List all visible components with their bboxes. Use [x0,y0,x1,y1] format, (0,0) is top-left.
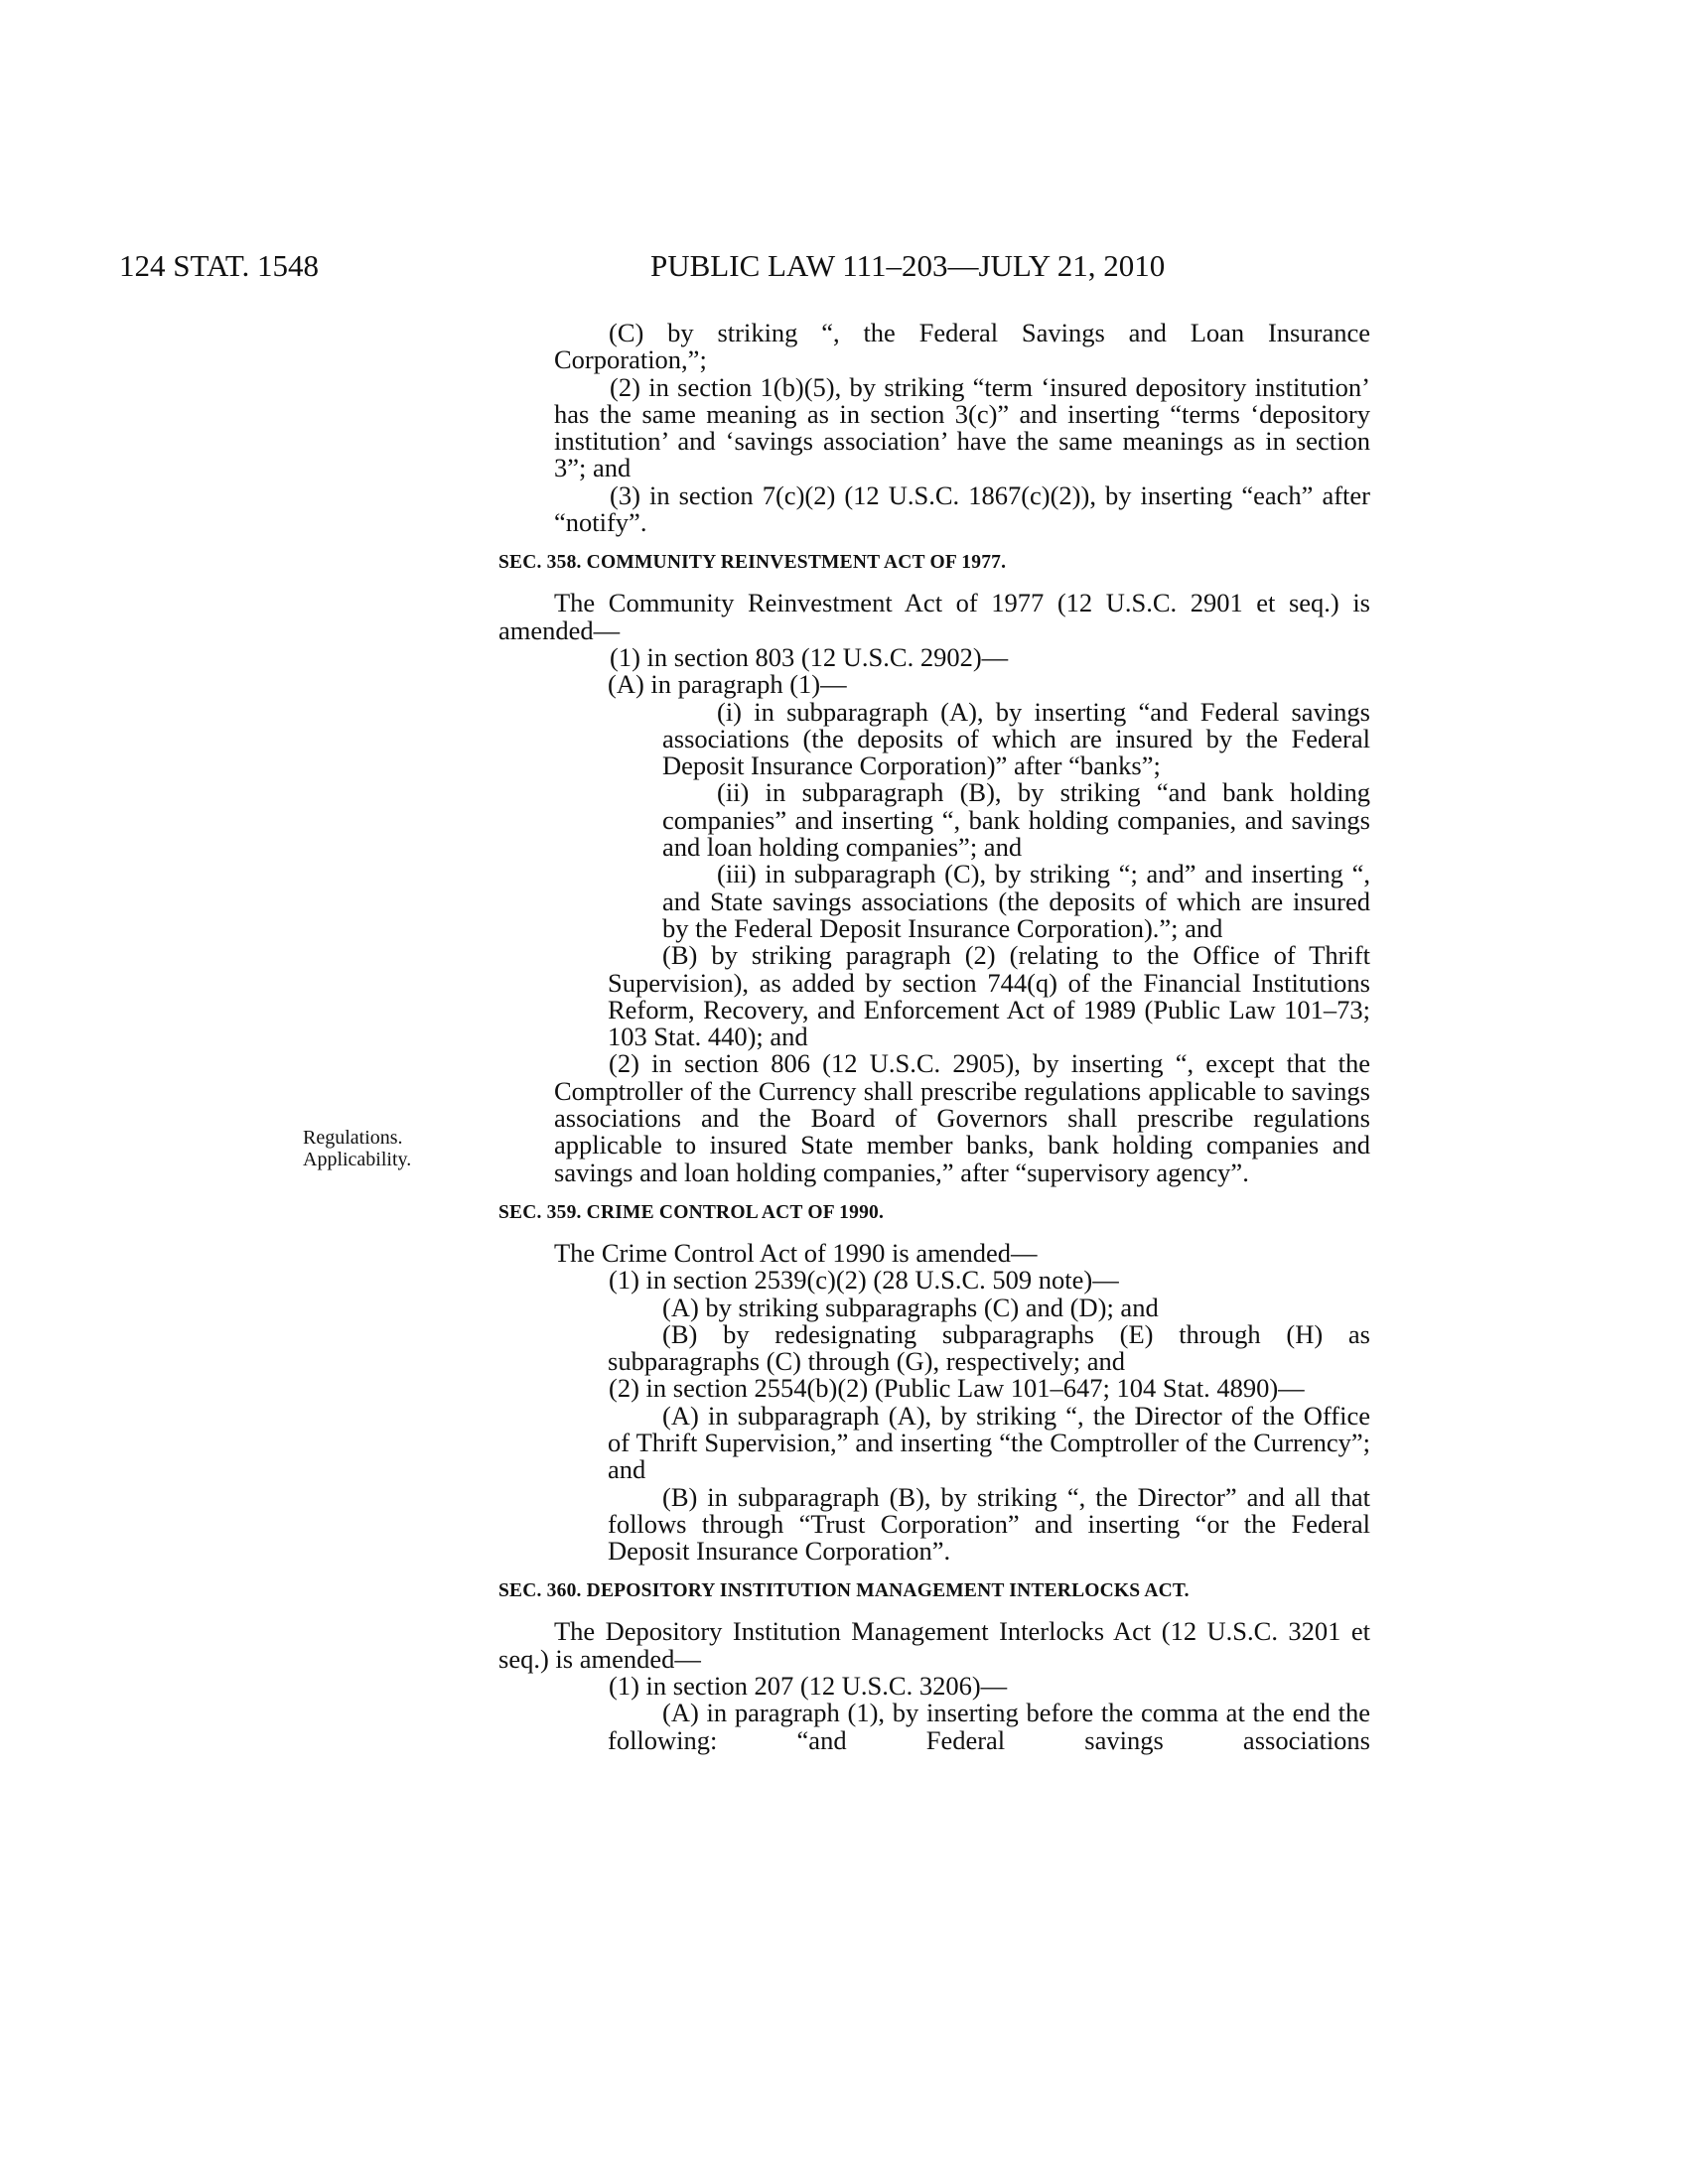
margin-note-applicability: Applicability. [303,1149,412,1170]
paragraph: (2) in section 806 (12 U.S.C. 2905), by inserting “, except that the Comptroller of the Currency shall prescribe regulations applicable to savings associations and the Board of Governors shall prescribe regulations applicable to insured State member banks, bank holding companies and savings and loan holding companies,” after “supervisory agency”. [554,1048,1370,1187]
margin-note-regulations: Regulations. [303,1127,403,1149]
paragraph: (1) in section 2539(c)(2) (28 U.S.C. 509 note)— [609,1265,1119,1296]
paragraph: (A) in paragraph (1), by inserting before the comma at the end the following: “and Federal savings associations [608,1698,1370,1755]
paragraph: (A) in paragraph (1)— [608,669,847,700]
paragraph: The Crime Control Act of 1990 is amended— [554,1237,1038,1268]
section-heading: SEC. 360. DEPOSITORY INSTITUTION MANAGEMENT INTERLOCKS ACT. [498,1580,1190,1602]
paragraph: (1) in section 207 (12 U.S.C. 3206)— [609,1671,1008,1702]
paragraph: (3) in section 7(c)(2) (12 U.S.C. 1867(c)(2)), by inserting “each” after “notify”. [554,479,1370,538]
page-stat-reference: 124 STAT. 1548 [119,248,320,283]
paragraph: (i) in subparagraph (A), by inserting “and Federal savings associations (the deposits of which are insured by the Federal Deposit Insurance Corporation)” after “banks”; [662,696,1370,781]
document-body [498,320,1370,1754]
paragraph: (B) in subparagraph (B), by striking “, the Director” and all that follows through “Trust Corporation” and inserting “or the Federal Deposit Insurance Corporation”. [608,1481,1370,1567]
paragraph: (C) by striking “, the Federal Savings and Loan Insurance Corporation,”; [554,318,1370,375]
paragraph: (ii) in subparagraph (B), by striking “and bank holding companies” and inserting “, bank holding companies, and savings and loan holding companies”; and [662,777,1370,863]
page-title: PUBLIC LAW 111–203—JULY 21, 2010 [650,248,1166,283]
paragraph: (1) in section 803 (12 U.S.C. 2902)— [610,641,1009,672]
paragraph: (A) by striking subparagraphs (C) and (D); and [662,1292,1159,1322]
paragraph: (iii) in subparagraph (C), by striking “; and” and inserting “, and State savings associations (the deposits of which are insured by the Federal Deposit Insurance Corporation).”; and [662,859,1370,943]
paragraph: The Depository Institution Management Interlocks Act (12 U.S.C. 3201 et seq.) is amended— [498,1616,1370,1674]
paragraph: (A) in subparagraph (A), by striking “, the Director of the Office of Thrift Supervision,” and inserting “the Comptroller of the Currency”; and [608,1400,1370,1485]
paragraph: (B) by striking paragraph (2) (relating to the Office of Thrift Supervision), as added by section 744(q) of the Financial Institutions Reform, Recovery, and Enforcement Act of 1989 (Public Law 101–73; 103 Stat. 440); and [608,940,1370,1052]
section-heading: SEC. 359. CRIME CONTROL ACT OF 1990. [498,1201,885,1223]
paragraph: (2) in section 1(b)(5), by striking “term ‘insured depository institution’ has the same meaning as in section 3(c)” and inserting “terms ‘depository institution’ and ‘savings association’ have the same meanings as in section 3”; and [554,371,1370,483]
paragraph: (2) in section 2554(b)(2) (Public Law 101–647; 104 Stat. 4890)— [609,1373,1305,1404]
paragraph: The Community Reinvestment Act of 1977 (12 U.S.C. 2901 et seq.) is amended— [498,588,1370,645]
paragraph: (B) by redesignating subparagraphs (E) through (H) as subparagraphs (C) through (G), respectively; and [608,1318,1370,1377]
section-heading: SEC. 358. COMMUNITY REINVESTMENT ACT OF 1977. [498,552,1007,574]
margin-note [303,1127,411,1170]
